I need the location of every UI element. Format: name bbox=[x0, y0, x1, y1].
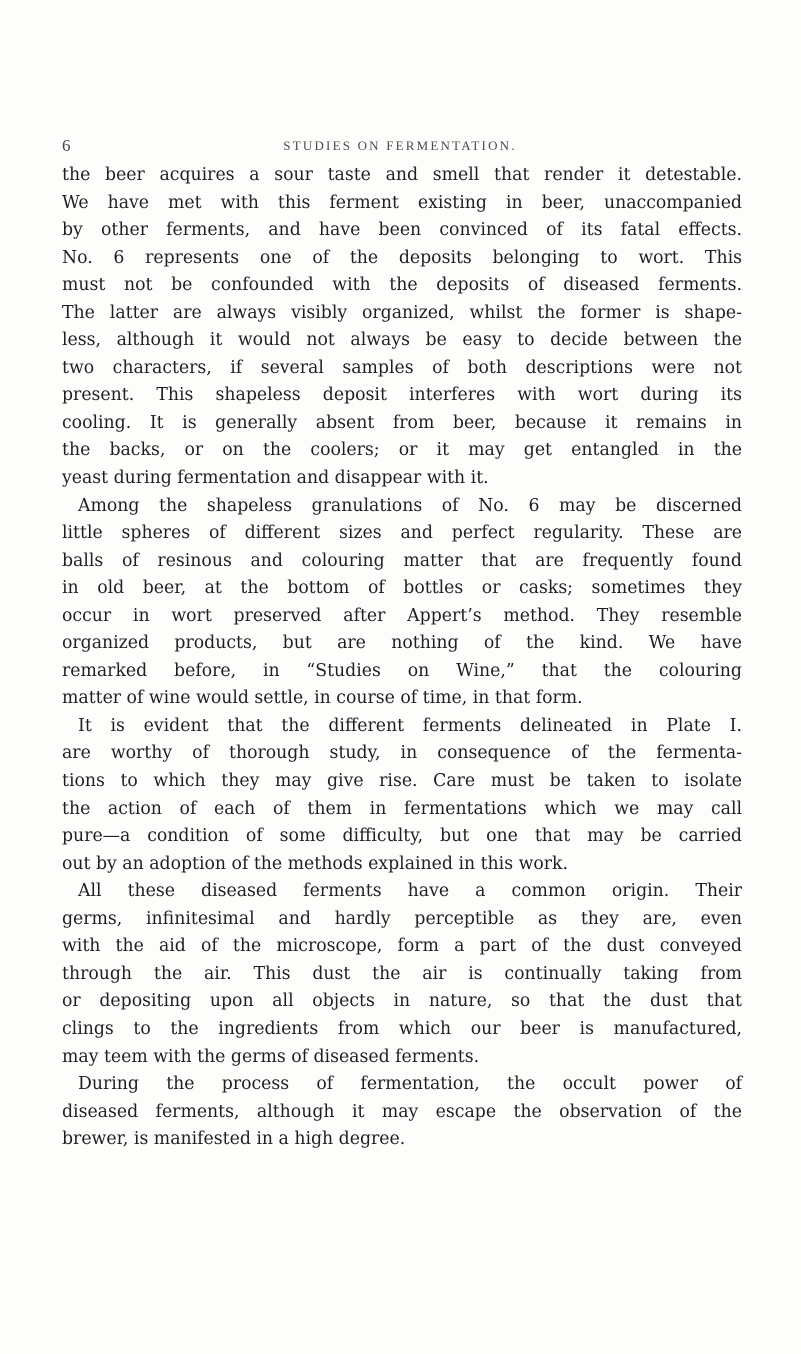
text-line: It is evident that the different ferments delineated in Plate I. bbox=[78, 715, 742, 736]
text-line: organized products, but are nothing of the kind. We have bbox=[62, 633, 742, 654]
text-line: brewer, is manifested in a high degree. bbox=[62, 1129, 406, 1150]
text-line: must not be confounded with the deposits of diseased ferments. bbox=[62, 275, 742, 296]
text-line: two characters, if several samples of both descriptions were not bbox=[62, 357, 742, 378]
text-line: pure—a condition of some difficulty, but one that may be carried bbox=[62, 826, 742, 847]
text-line: matter of wine would settle, in course of time, in that form. bbox=[62, 688, 583, 709]
text-line: through the air. This dust the air is continually taking from bbox=[62, 963, 742, 984]
body-text bbox=[62, 162, 742, 1154]
page-number: 6 bbox=[62, 136, 71, 155]
text-line: Among the shapeless granulations of No. 6 may be discerned bbox=[78, 495, 742, 516]
text-line: No. 6 represents one of the deposits belonging to wort. This bbox=[62, 247, 742, 268]
text-line: may teem with the germs of diseased ferments. bbox=[62, 1046, 480, 1067]
text-line: with the aid of the microscope, form a part of the dust conveyed bbox=[62, 936, 742, 957]
text-line: We have met with this ferment existing in beer, unaccompanied bbox=[62, 192, 742, 213]
text-line: germs, infinitesimal and hardly perceptible as they are, even bbox=[62, 908, 742, 929]
text-line: less, although it would not always be easy to decide between the bbox=[62, 330, 742, 351]
text-line: The latter are always visibly organized, whilst the former is shape- bbox=[62, 302, 742, 323]
text-line: During the process of fermentation, the occult power of bbox=[78, 1074, 742, 1095]
text-line: diseased ferments, although it may escape the observation of the bbox=[62, 1101, 742, 1122]
text-line: little spheres of different sizes and perfect regularity. These are bbox=[62, 523, 742, 544]
text-line: occur in wort preserved after Appert’s method. They resemble bbox=[62, 605, 742, 626]
text-line: yeast during fermentation and disappear with it. bbox=[62, 468, 489, 489]
text-line: All these diseased ferments have a common origin. Their bbox=[78, 881, 742, 902]
text-line: are worthy of thorough study, in consequence of the fermenta- bbox=[62, 743, 742, 764]
text-line: clings to the ingredients from which our beer is manufactured, bbox=[62, 1018, 742, 1039]
text-line: the action of each of them in fermentations which we may call bbox=[62, 798, 742, 819]
text-line: present. This shapeless deposit interferes with wort during its bbox=[62, 385, 742, 406]
text-line: the backs, or on the coolers; or it may get entangled in the bbox=[62, 440, 742, 461]
text-line: out by an adoption of the methods explained in this work. bbox=[62, 853, 568, 874]
text-line: or depositing upon all objects in nature, so that the dust that bbox=[62, 991, 742, 1012]
text-line: in old beer, at the bottom of bottles or casks; sometimes they bbox=[62, 578, 742, 599]
running-head bbox=[62, 136, 738, 158]
text-line: the beer acquires a sour taste and smell that render it detestable. bbox=[62, 165, 742, 185]
text-line: cooling. It is generally absent from beer, because it remains in bbox=[62, 412, 742, 433]
running-title: STUDIES ON FERMENTATION. bbox=[283, 138, 517, 153]
text-line: remarked before, in “Studies on Wine,” that the colouring bbox=[62, 660, 742, 681]
text-line: balls of resinous and colouring matter that are frequently found bbox=[62, 550, 742, 571]
text-line: tions to which they may give rise. Care must be taken to isolate bbox=[62, 771, 742, 792]
text-line: by other ferments, and have been convinced of its fatal effects. bbox=[62, 220, 742, 241]
